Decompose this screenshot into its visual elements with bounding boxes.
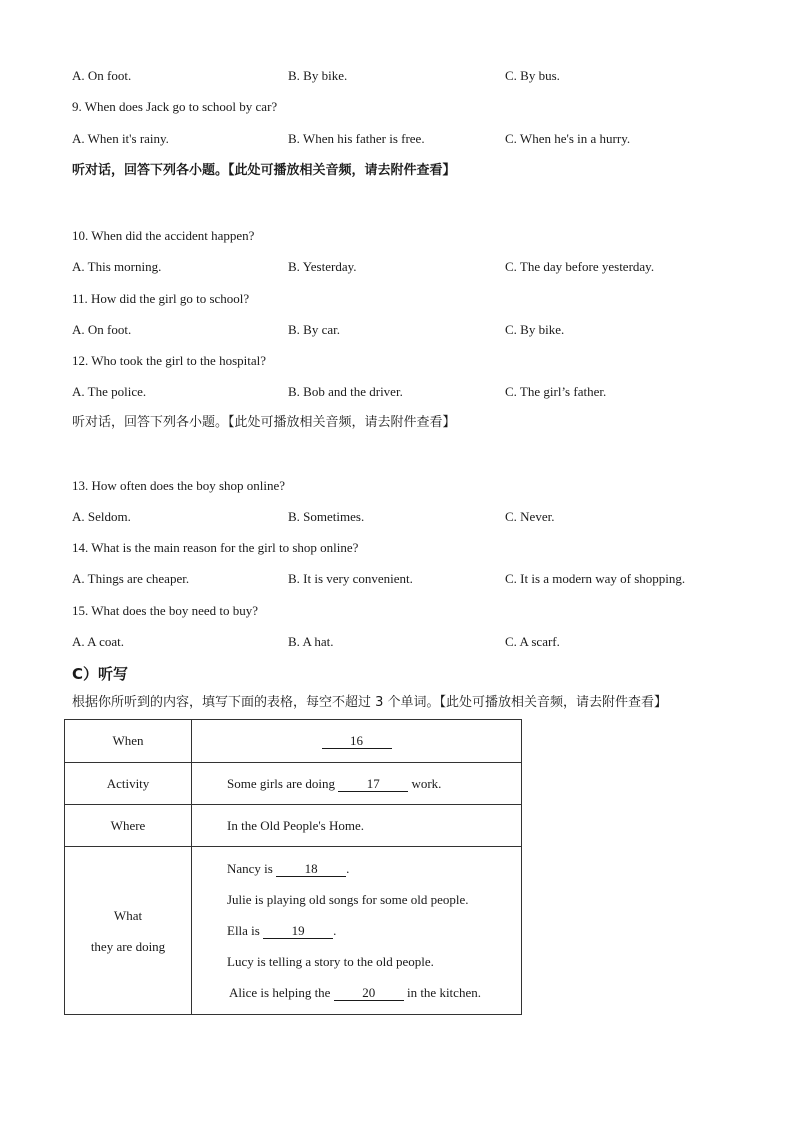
table-row-where [65, 805, 522, 847]
q13-question: 13. How often does the boy shop online? [72, 478, 286, 493]
ella-text: Ella is [227, 923, 264, 938]
line-julie: Julie is playing old songs for some old people. [227, 892, 469, 907]
q15-option-c: C. A scarf. [505, 634, 560, 649]
line-nancy [227, 853, 521, 884]
activity-text-before: Some girls are doing [227, 775, 339, 791]
label-what-line1: What [113, 907, 143, 923]
q14-option-b: B. It is very convenient. [288, 571, 413, 586]
line-ella [227, 915, 521, 946]
section-c-title: C）听写 [72, 665, 129, 683]
q11-question: 11. How did the girl go to school? [72, 291, 250, 306]
listening-instruction-1: 听对话，回答下列各小题。【此处可播放相关音频，请去附件查看】 [72, 163, 456, 178]
label-where: Where [65, 805, 192, 847]
table-row-activity [65, 763, 522, 805]
q10-question: 10. When did the accident happen? [72, 228, 255, 243]
q10-option-b: B. Yesterday. [288, 259, 357, 274]
q14-option-a: A. Things are cheaper. [72, 571, 190, 586]
value-when [192, 720, 522, 763]
line-alice [227, 977, 521, 1008]
q15-option-b: B. A hat. [288, 634, 334, 649]
q8-option-a: A. On foot. [72, 68, 132, 83]
ella-end: . [333, 923, 337, 938]
label-what-line2: they are doing [90, 938, 166, 954]
q15-question: 15. What does the boy need to buy? [72, 603, 259, 618]
q12-question: 12. Who took the girl to the hospital? [72, 353, 267, 368]
dictation-table [64, 719, 522, 1015]
label-activity: Activity [65, 763, 192, 805]
blank-20[interactable]: 20 [334, 985, 404, 1001]
q8-option-b: B. By bike. [288, 68, 348, 83]
q10-option-a: A. This morning. [72, 259, 162, 274]
listening-instruction-2: 听对话，回答下列各小题。【此处可播放相关音频，请去附件查看】 [72, 415, 456, 430]
q9-option-c: C. When he's in a hurry. [505, 131, 631, 146]
q10-option-c: C. The day before yesterday. [505, 259, 655, 274]
value-activity [192, 763, 522, 805]
blank-16[interactable]: 16 [322, 733, 392, 749]
q15-option-a: A. A coat. [72, 634, 124, 649]
blank-19[interactable]: 19 [263, 923, 333, 939]
q11-option-c: C. By bike. [505, 322, 565, 337]
q12-option-a: A. The police. [72, 384, 147, 399]
q8-option-c: C. By bus. [505, 68, 560, 83]
nancy-text: Nancy is [227, 861, 277, 876]
q9-option-a: A. When it's rainy. [72, 131, 169, 146]
alice-end: in the kitchen. [403, 985, 481, 1000]
q14-question: 14. What is the main reason for the girl to shop online? [72, 540, 359, 555]
q13-option-b: B. Sometimes. [288, 509, 365, 524]
section-c-instruction: 根据你所听到的内容，填写下面的表格，每空不超过 3 个单词。【此处可播放相关音频，请去附件查看】 [72, 695, 668, 710]
q11-option-b: B. By car. [288, 322, 340, 337]
activity-text-after: work. [408, 775, 442, 791]
value-where: In the Old People's Home. [192, 805, 522, 847]
q12-option-c: C. The girl’s father. [505, 384, 607, 399]
blank-17[interactable]: 17 [338, 776, 408, 792]
label-what [65, 847, 192, 1015]
table-row-what [65, 847, 522, 1015]
q12-option-b: B. Bob and the driver. [288, 384, 403, 399]
table-row-when [65, 720, 522, 763]
q9-question: 9. When does Jack go to school by car? [72, 99, 278, 114]
line-lucy: Lucy is telling a story to the old people. [227, 954, 434, 969]
blank-18[interactable]: 18 [276, 861, 346, 877]
q13-option-c: C. Never. [505, 509, 555, 524]
q9-option-b: B. When his father is free. [288, 131, 425, 146]
q13-option-a: A. Seldom. [72, 509, 131, 524]
nancy-end: . [346, 861, 350, 876]
alice-text: Alice is helping the [229, 985, 334, 1000]
value-what [192, 847, 522, 1015]
q14-option-c: C. It is a modern way of shopping. [505, 571, 686, 586]
q11-option-a: A. On foot. [72, 322, 132, 337]
label-when: When [65, 720, 192, 763]
